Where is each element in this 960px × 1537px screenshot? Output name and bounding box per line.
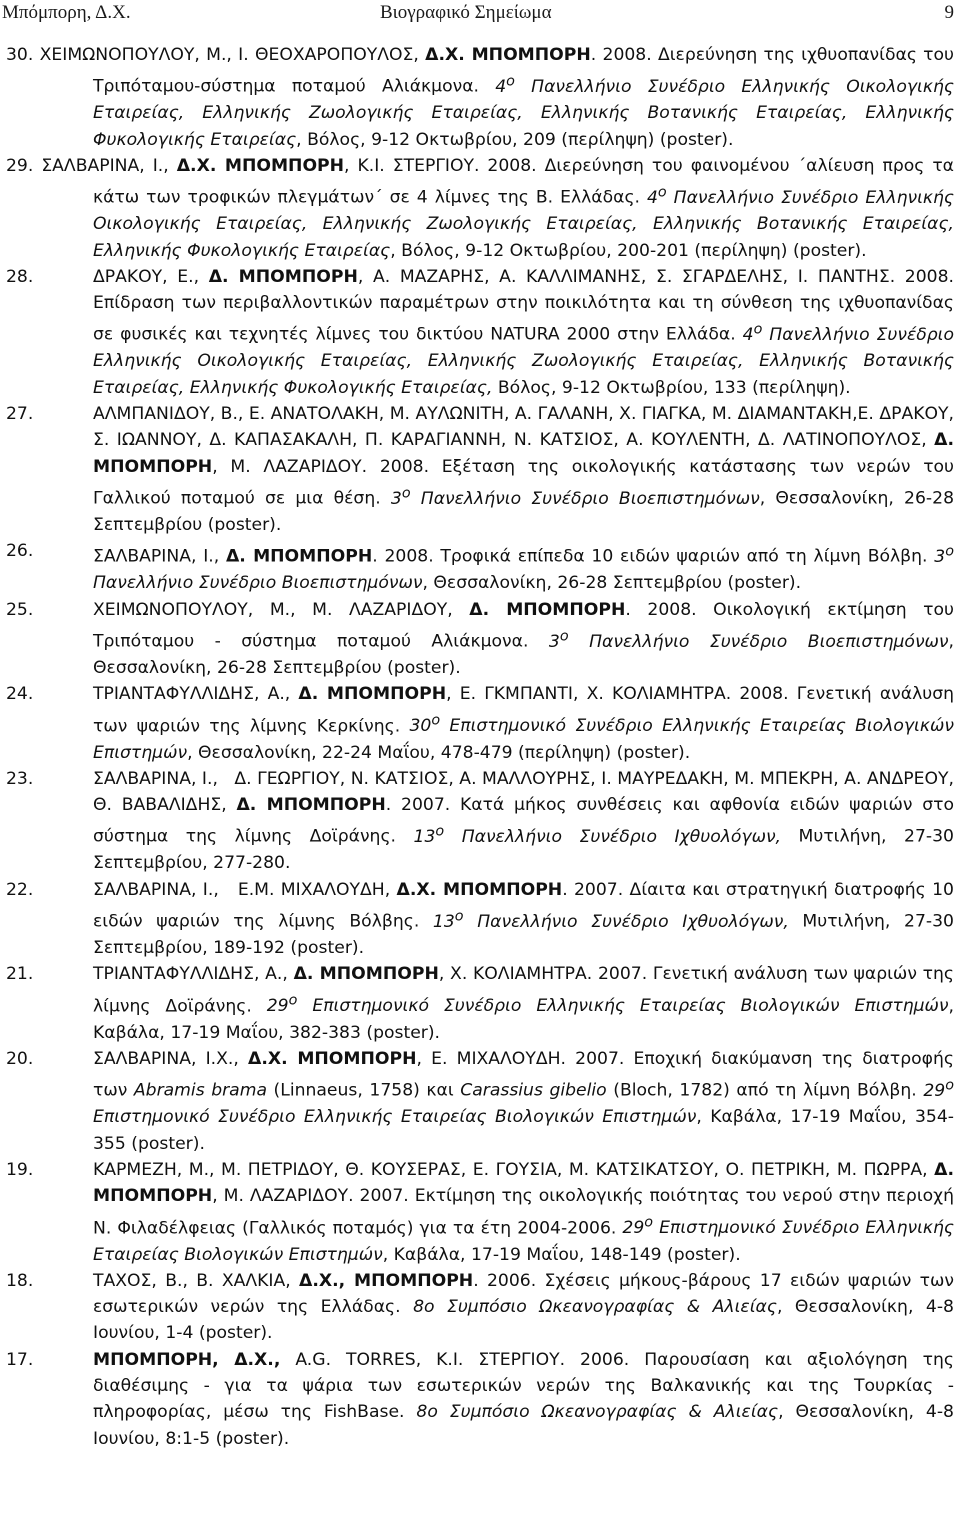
header-title: Βιογραφικό Σημείωμα bbox=[380, 2, 552, 23]
reference-number: 21. bbox=[6, 964, 34, 985]
reference-item bbox=[6, 681, 954, 766]
reference-item bbox=[6, 153, 954, 264]
reference-number: 25. bbox=[6, 599, 34, 620]
header-author: Μπόμπορη, Δ.Χ. bbox=[2, 2, 131, 23]
reference-number: 18. bbox=[6, 1270, 34, 1291]
reference-item bbox=[6, 597, 954, 682]
reference-text: 29. ΣΑΛΒΑΡΙΝΑ, Ι., Δ.Χ. ΜΠΟΜΠΟΡΗ, Κ.Ι. ΣΤΕΡΓΙΟΥ. 2008. Διερεύνηση του φαινομένου ΄αλίευση προς τα κάτω των τροφικών πλεγμάτων΄ σε 4 λίμνες της Β. Ελλάδας. $4^o$ Πανελλήνιο Συνέδριο Ελληνικής Οικολογικής Εταιρείας, Ελληνικής Ζωολογικής Εταιρείας, Ελληνικής Βοτανικής Εταιρείας, Ελληνικής Φυκολογικής Εταιρείας, Βόλος, 9-12 Οκτωβρίου, 200-201 (περίληψη) (poster). bbox=[6, 155, 955, 261]
reference-item bbox=[6, 1157, 954, 1268]
reference-item bbox=[6, 1046, 954, 1157]
reference-text: ΤΡΙΑΝΤΑΦΥΛΛΙΔΗΣ, Α., Δ. ΜΠΟΜΠΟΡΗ, Ε. ΓΚΜΠΑΝΤΙ, Χ. ΚΟΛΙΑΜΗΤΡΑ. 2008. Γενετική ανάλυση των ψαριών της λίμνης Κερκίνης. $30^o$ Επιστημονικό Συνέδριο Ελληνικής Εταιρείας Βιολογικών Επιστημών, Θεσσαλονίκη, 22-24 Μαΐου, 478-479 (περίληψη) (poster). bbox=[93, 684, 954, 763]
reference-number: 26. bbox=[6, 541, 34, 562]
reference-number: 22. bbox=[6, 879, 34, 900]
reference-item bbox=[6, 1268, 954, 1347]
reference-text: ΤΡΙΑΝΤΑΦΥΛΛΙΔΗΣ, Α., Δ. ΜΠΟΜΠΟΡΗ, Χ. ΚΟΛΙΑΜΗΤΡΑ. 2007. Γενετική ανάλυση των ψαριών της λίμνης Δοϊράνης. $29^o$ Επιστημονικό Συνέδριο Ελληνικής Εταιρείας Βιολογικών Επιστημών, Καβάλα, 17-19 Μαΐου, 382-383 (poster). bbox=[93, 964, 954, 1043]
reference-text: ΚΑΡΜΕΖΗ, Μ., Μ. ΠΕΤΡΙΔΟΥ, Θ. ΚΟΥΣΕΡΑΣ, Ε. ΓΟΥΣΙΑ, Μ. ΚΑΤΣΙΚΑΤΣΟΥ, Ο. ΠΕΤΡΙΚΗ, Μ. ΠΩΡΡΑ, Δ. ΜΠΟΜΠΟΡΗ, Μ. ΛΑΖΑΡΙΔΟΥ. 2007. Εκτίμηση της οικολογικής ποιότητας του νερού στην περιοχή Ν. Φιλαδέλφειας (Γαλλικός ποταμός) για τα έτη 2004-2006. $29^o$ Επιστημονικό Συνέδριο Ελληνικής Εταιρείας Βιολογικών Επιστημών, Καβάλα, 17-19 Μαΐου, 148-149 (poster). bbox=[93, 1159, 954, 1265]
reference-number: 17. bbox=[6, 1349, 34, 1370]
reference-item bbox=[6, 538, 954, 596]
reference-text: ΑΛΜΠΑΝΙΔΟΥ, Β., Ε. ΑΝΑΤΟΛΑΚΗ, Μ. ΑΥΛΩΝΙΤΗ, Α. ΓΑΛΑΝΗ, Χ. ΓΙΑΓΚΑ, Μ. ΔΙΑΜΑΝΤΑΚΗ,Ε. ΔΡΑΚΟΥ, Σ. ΙΩΑΝΝΟΥ, Δ. ΚΑΠΑΣΑΚΑΛΗ, Π. ΚΑΡΑΓΙΑΝΝΗ, Ν. ΚΑΤΣΙΟΣ, Α. ΚΟΥΛΕΝΤΗ, Δ. ΛΑΤΙΝΟΠΟΥΛΟΣ, Δ. ΜΠΟΜΠΟΡΗ, Μ. ΛΑΖΑΡΙΔΟΥ. 2008. Εξέταση της οικολογικής κατάστασης των νερών του Γαλλικού ποταμού σε μια θέση. $3^o$ Πανελλήνιο Συνέδριο Βιοεπιστημόνων, Θεσσαλονίκη, 26-28 Σεπτεμβρίου (poster). bbox=[93, 404, 954, 535]
reference-text: ΣΑΛΒΑΡΙΝΑ, Ι.Χ., Δ.Χ. ΜΠΟΜΠΟΡΗ, Ε. ΜΙΧΑΛΟΥΔΗ. 2007. Εποχική διακύμανση της διατροφής των Abramis brama (Linnaeus, 1758) και Carassius gibelio (Bloch, 1782) από τη λίμνη Βόλβη. $29^o$ Επιστημονικό Συνέδριο Ελληνικής Εταιρείας Βιολογικών Επιστημών, Καβάλα, 17-19 Μαΐου, 354-355 (poster). bbox=[93, 1049, 955, 1154]
reference-text: ΧΕΙΜΩΝΟΠΟΥΛΟΥ, Μ., Μ. ΛΑΖΑΡΙΔΟΥ, Δ. ΜΠΟΜΠΟΡΗ. 2008. Οικολογική εκτίμηση του Τριπόταμου - σύστημα ποταμού Αλιάκμονα. $3^o$ Πανελλήνιο Συνέδριο Βιοεπιστημόνων, Θεσσαλονίκη, 26-28 Σεπτεμβρίου (poster). bbox=[93, 599, 955, 678]
reference-text: ΔΡΑΚΟΥ, Ε., Δ. ΜΠΟΜΠΟΡΗ, Α. ΜΑΖΑΡΗΣ, Α. ΚΑΛΛΙΜΑΝΗΣ, Σ. ΣΓΑΡΔΕΛΗΣ, Ι. ΠΑΝΤΗΣ. 2008. Επίδραση των περιβαλλοντικών παραμέτρων στην ποικιλότητα και τη σύνθεση της ιχθυοπανίδας σε φυσικές και τεχνητές λίμνες του δικτύου NATURA 2000 στην Ελλάδα. $4^o$ Πανελλήνιο Συνέδριο Ελληνικής Οικολογικής Εταιρείας, Ελληνικής Ζωολογικής Εταιρείας, Ελληνικής Βοτανικής Εταιρείας, Ελληνικής Φυκολογικής Εταιρείας, Βόλος, 9-12 Οκτωβρίου, 133 (περίληψη). bbox=[93, 266, 955, 398]
reference-text: ΣΑΛΒΑΡΙΝΑ, Ι., Ε.Μ. ΜΙΧΑΛΟΥΔΗ, Δ.Χ. ΜΠΟΜΠΟΡΗ. 2007. Δίαιτα και στρατηγική διατροφής 10 ειδών ψαριών της λίμνης Βόλβης. $13^o$ Πανελλήνιο Συνέδριο Ιχθυολόγων, Μυτιλήνη, 27-30 Σεπτεμβρίου, 189-192 (poster). bbox=[93, 879, 954, 959]
reference-text: ΣΑΛΒΑΡΙΝΑ, Ι., Δ. ΜΠΟΜΠΟΡΗ. 2008. Τροφικά επίπεδα 10 ειδών ψαριών από τη λίμνη Βόλβη. $3^o$ Πανελλήνιο Συνέδριο Βιοεπιστημόνων, Θεσσαλονίκη, 26-28 Σεπτεμβρίου (poster). bbox=[93, 543, 954, 594]
reference-list bbox=[6, 42, 954, 1452]
reference-item bbox=[6, 961, 954, 1046]
reference-text: ΜΠΟΜΠΟΡΗ, Δ.Χ., A.G. TORRES, Κ.Ι. ΣΤΕΡΓΙΟΥ. 2006. Παρουσίαση και αξιολόγηση της διαθέσιμης - για τα ψάρια των εσωτερικών νερών της Βαλκανικής και της Τουρκίας - πληροφορίας, μέσω της FishBase. 8ο Συμπόσιο Ωκεανογραφίας & Αλιείας, Θεσσαλονίκη, 4-8 Ιουνίου, 8:1-5 (poster). bbox=[93, 1349, 955, 1449]
reference-item bbox=[6, 766, 954, 877]
page-number: 9 bbox=[944, 2, 954, 23]
reference-number: 20. bbox=[6, 1049, 34, 1070]
reference-number: 28. bbox=[6, 266, 34, 287]
reference-number: 24. bbox=[6, 684, 34, 705]
reference-number: 23. bbox=[6, 768, 34, 789]
reference-number: 19. bbox=[6, 1159, 34, 1180]
reference-text: ΣΑΛΒΑΡΙΝΑ, Ι., Δ. ΓΕΩΡΓΙΟΥ, Ν. ΚΑΤΣΙΟΣ, Α. ΜΑΛΛΟΥΡΗΣ, Ι. ΜΑΥΡΕΔΑΚΗ, Μ. ΜΠΕΚΡΗ, Α. ΑΝΔΡΕΟΥ, Θ. ΒΑΒΑΛΙΔΗΣ, Δ. ΜΠΟΜΠΟΡΗ. 2007. Κατά μήκος συνθέσεις και αφθονία ειδών ψαριών στο σύστημα της λίμνης Δοϊράνης. $13^o$ Πανελλήνιο Συνέδριο Ιχθυολόγων, Μυτιλήνη, 27-30 Σεπτεμβρίου, 277-280. bbox=[93, 768, 955, 874]
reference-item bbox=[6, 401, 954, 538]
reference-number: 27. bbox=[6, 404, 34, 425]
reference-item bbox=[6, 877, 954, 962]
reference-item bbox=[6, 264, 954, 401]
reference-text: 30. ΧΕΙΜΩΝΟΠΟΥΛΟΥ, Μ., Ι. ΘΕΟΧΑΡΟΠΟΥΛΟΣ, Δ.Χ. ΜΠΟΜΠΟΡΗ. 2008. Διερεύνηση της ιχθυοπανίδας του Τριπόταμου-σύστημα ποταμού Αλιάκμονα. $4^o$ Πανελλήνιο Συνέδριο Ελληνικής Οικολογικής Εταιρείας, Ελληνικής Ζωολογικής Εταιρείας, Ελληνικής Βοτανικής Εταιρείας, Ελληνικής Φυκολογικής Εταιρείας, Βόλος, 9-12 Οκτωβρίου, 209 (περίληψη) (poster). bbox=[6, 45, 954, 150]
page-header bbox=[0, 0, 960, 28]
reference-text: ΤΑΧΟΣ, Β., Β. ΧΑΛΚΙΑ, Δ.Χ., ΜΠΟΜΠΟΡΗ. 2006. Σχέσεις μήκους-βάρους 17 ειδών ψαριών των εσωτερικών νερών της Ελλάδας. 8ο Συμπόσιο Ωκεανογραφίας & Αλιείας, Θεσσαλονίκη, 4-8 Ιουνίου, 1-4 (poster). bbox=[93, 1270, 954, 1344]
reference-item bbox=[6, 42, 954, 153]
reference-item bbox=[6, 1347, 954, 1452]
